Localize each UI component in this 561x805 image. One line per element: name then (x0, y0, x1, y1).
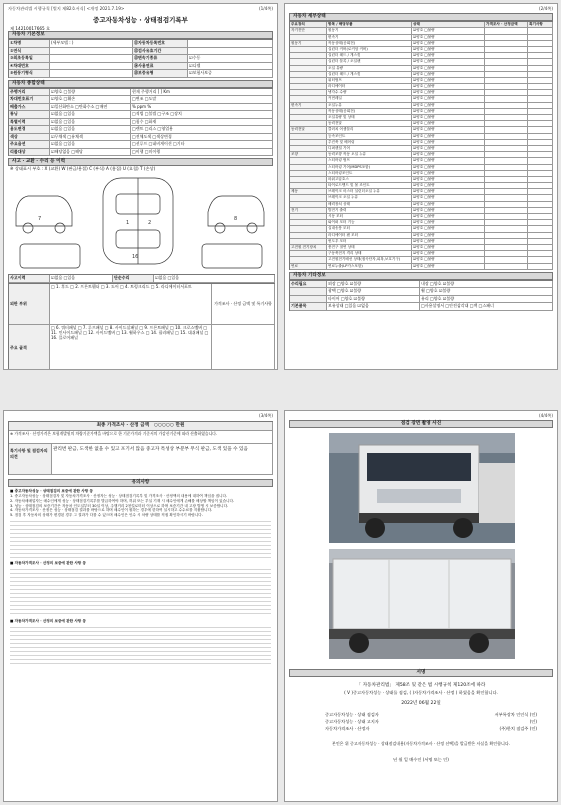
device-group-label (290, 121, 327, 126)
device-item-label: 고전원전기배선 상태(접속단자,피복,보호기구) (327, 257, 412, 262)
device-group-label (290, 171, 327, 176)
table-row: 특별이력 ☑없음 □있음 □침수 □화재 (9, 119, 273, 127)
device-item-label: 실린더 커버(로커암 커버) (327, 47, 412, 52)
device-item-label: 라디에이터 팬 모터 (327, 233, 412, 238)
price-cell (485, 202, 528, 207)
price-cell (485, 171, 528, 176)
price-cell (485, 78, 528, 83)
price-cell (485, 90, 528, 95)
device-group-label (290, 35, 327, 40)
note-cell (528, 226, 553, 231)
device-item-label: 오일누유 (327, 103, 412, 108)
device-group-label: 동력전달 (290, 127, 327, 132)
status-checkbox-pair: ☑양호 □불량 (412, 109, 485, 114)
device-group-label: 고전원 전기장치 (290, 245, 327, 250)
device-group-label (290, 59, 327, 64)
device-item-label: 등속조인트 (327, 134, 412, 139)
status-checkbox-pair: ☑양호 □불량 (412, 47, 485, 52)
status-checkbox-pair: ☑양호 □불량 (412, 78, 485, 83)
status-checkbox-pair: ☑양호 □불량 (412, 233, 485, 238)
notice-title: 유의사항 (8, 479, 273, 487)
device-group-label (290, 72, 327, 77)
note-cell (528, 251, 553, 256)
inspection-record-page-1 (3, 3, 278, 370)
status-legend: ※ 상태표시 부호 : X (교환) W (판금/용접) C (부식) A (흠집) U (요철) T (손상) (10, 166, 156, 172)
table-row: 기본품목 보유상태 □있음 ☑없음 □사용설명서 □안전삼각대 □잭 □스패너 (290, 303, 553, 311)
price-cell (485, 239, 528, 244)
status-checkbox-pair: ☑양호 □불량 (412, 214, 485, 219)
price-cell (485, 220, 528, 225)
note-cell (528, 109, 553, 114)
other-info-section: 자동차 기타정보 (289, 272, 553, 280)
status-checkbox-pair: ☑양호 □불량 (412, 251, 485, 256)
price-cell (485, 115, 528, 120)
note-cell (528, 53, 553, 58)
price-cell (485, 152, 528, 157)
device-group-label (290, 146, 327, 151)
price-cell (485, 121, 528, 126)
table-row: 용도변경 ☑없음 □있음 □렌트 □리스 □영업용 (9, 126, 273, 134)
device-item-label: 파워고압호스 (327, 177, 412, 182)
price-cell (485, 264, 528, 269)
page-number: (4/4쪽) (538, 413, 553, 418)
document-number: 제 14210017665 호 (10, 26, 51, 32)
device-group-label (290, 158, 327, 163)
device-item-label: 연료누출(LP가스포함) (327, 264, 412, 269)
status-checkbox-pair: ☑양호 □불량 (412, 28, 485, 33)
form-reference: 자동차관리법 시행규칙 [별지 제82호서식] <개정 2021.7.19> (8, 6, 125, 11)
device-group-label (290, 53, 327, 58)
price-cell (485, 183, 528, 188)
price-cell (485, 84, 528, 89)
overall-status-section: 자동차 종합상태 (8, 80, 273, 88)
device-group-label: 조향 (290, 152, 327, 157)
status-checkbox-pair: ☑양호 □불량 (412, 220, 485, 225)
table-row: 색상 ☑무채색 □유채색 □전체도색 □색상변경 (9, 134, 273, 142)
signature-date: 2022년 06월 22일 (401, 701, 441, 706)
svg-text:2: 2 (148, 220, 152, 226)
device-group-label: 자기진단 (290, 28, 327, 33)
device-item-label: 실린더 블록 / 오일팬 (327, 59, 412, 64)
signature-title: 서명 (289, 669, 553, 677)
device-group-label (290, 183, 327, 188)
note-cell (528, 239, 553, 244)
device-item-label: 동력조향 작동 오일 누유 (327, 152, 412, 157)
inspection-record-page-2 (284, 3, 558, 370)
device-item-label: 스티어링조인트 (327, 171, 412, 176)
price-cell (485, 208, 528, 213)
final-price-table (8, 421, 273, 475)
device-item-label: 오일 유량 (327, 66, 412, 71)
device-item-label: 배력장치 상태 (327, 202, 412, 207)
device-item-label: 오일유량 및 상태 (327, 115, 412, 120)
note-cell (528, 96, 553, 101)
signers-list (325, 711, 537, 732)
page-number: (1/4쪽) (258, 6, 273, 11)
status-checkbox-pair: ☑양호 □불량 (412, 140, 485, 145)
note-cell (528, 257, 553, 262)
price-cell (485, 35, 528, 40)
device-group-label (290, 109, 327, 114)
device-group-label: 연료 (290, 264, 327, 269)
price-cell (485, 59, 528, 64)
price-cell (485, 41, 528, 46)
price-cell (485, 245, 528, 250)
buyer-signature-line: 년 월 일 매수인 (서명 또는 인) (393, 757, 449, 762)
status-checkbox-pair: ☑양호 □불량 (412, 115, 485, 120)
detail-status-table (289, 21, 553, 270)
basic-info-section: 자동차 기본정보 (8, 31, 273, 39)
status-checkbox-pair: ☑양호 □불량 (412, 245, 485, 250)
note-cell (528, 103, 553, 108)
special-notes-text: 관리번 판금, 도색한 없을 수 있고 포기서 않음 중고자 특성상 부분부 무식 판금, 도색 있을 수 있음 (52, 444, 273, 474)
car-diagram (8, 172, 275, 272)
device-item-label: 실린더 헤드 / 개스킷 (327, 72, 412, 77)
note-cell (528, 121, 553, 126)
device-item-label: 동력전달 (327, 121, 412, 126)
device-item-label: 클러치 어셈블리 (327, 127, 412, 132)
status-checkbox-pair: ☑양호 □불량 (412, 103, 485, 108)
price-cell (485, 72, 528, 77)
table-row: 주요옵션 ☑없음 □있음 □선루프 □네비게이션 □기타 (9, 141, 273, 149)
price-cell (485, 53, 528, 58)
price-cell (485, 103, 528, 108)
note-cell (528, 41, 553, 46)
device-group-label (290, 226, 327, 231)
note-cell (528, 72, 553, 77)
device-group-label (290, 214, 327, 219)
table-row: 배출가스 ☑일산화탄소 □탄화수소 □매연 % ppm % (9, 104, 273, 112)
status-checkbox-pair: ☑양호 □불량 (412, 59, 485, 64)
device-group-label (290, 257, 327, 262)
status-checkbox-pair: ☑양호 □불량 (412, 146, 485, 151)
table-row: ②연식 ⑫검사유효기간 (9, 48, 273, 56)
truck-side-photo (329, 549, 515, 659)
svg-text:8: 8 (234, 216, 238, 222)
accident-section: 사고 · 교환 · 수리 등 이력 (8, 158, 273, 166)
svg-text:16: 16 (132, 254, 139, 260)
table-row: 주요 골격 □ 6. 쿼터패널 □ 7. 루프패널 □ 8. 사이드실패널 □ 9. 프론트패널 □ 10. 크로스멤버 □ 11. 인사이드패널 □ 12. 사이드멤버 □ 13. 휠하우스 □ 14. 필러패널 □ 15. 대쉬패널 □ 16. 플로어패널 (9, 325, 275, 371)
device-item-label: 브레이크 오일 누유 (327, 195, 412, 200)
device-group-label (290, 134, 327, 139)
device-group-label (290, 47, 327, 52)
status-checkbox-pair: ☑양호 □불량 (412, 152, 485, 157)
notice-text-block (10, 518, 271, 558)
note-cell (528, 177, 553, 182)
note-cell (528, 165, 553, 170)
status-checkbox-pair: ☑양호 □불량 (412, 66, 485, 71)
device-group-label: 원동기 (290, 41, 327, 46)
device-item-label: 커먼레일 (327, 96, 412, 101)
overall-status-table (8, 88, 273, 157)
status-checkbox-pair: ☑양호 □불량 (412, 165, 485, 170)
note-cell (528, 189, 553, 194)
status-checkbox-pair: ☑양호 □불량 (412, 127, 485, 132)
device-group-label (290, 140, 327, 145)
status-checkbox-pair: ☑양호 □불량 (412, 35, 485, 40)
device-item-label: 발전기 출력 (327, 208, 412, 213)
table-row: 주행거리 ☑양호 □불량 현재 주행거리 [ ] Km (9, 89, 273, 97)
table-row: 외판 부위 □ 1. 후드 □ 2. 프론트휀더 □ 3. 도어 □ 4. 트렁크리드 □ 5. 라디에이터서포트 가격조사 · 산정 금액 및 특기사항 (9, 284, 275, 325)
price-cell (485, 134, 528, 139)
device-item-label: 냉각수 수량 (327, 90, 412, 95)
status-checkbox-pair: ☑양호 □불량 (412, 257, 485, 262)
inspection-record-page-3 (3, 410, 278, 802)
note-cell (528, 195, 553, 200)
detail-status-section: 자동차 세부상태 (289, 13, 553, 21)
device-item-label: 충전구 절연 상태 (327, 245, 412, 250)
signature-confirm-text: ( V )중고자동차성능 · 상태를 점검, ( )자동차가격조사 · 산정 ) 하였음을 확인합니다. (344, 690, 498, 695)
note-cell (528, 171, 553, 176)
note-cell (528, 140, 553, 145)
signature-law-text: 「 자동차관리법」 제58조 및 같은 법 시행규칙 제120조에 따라 (356, 683, 486, 688)
price-cell (485, 195, 528, 200)
note-cell (528, 84, 553, 89)
final-price-title: 최종 가격조사 · 산정 금액 ○○○○○ 만원 (9, 422, 273, 430)
price-cell (485, 165, 528, 170)
table-row: 튜닝 ☑없음 □있음 □적법 □불법 □구조 □장치 (9, 111, 273, 119)
device-item-label: 타이로드엔드 및 볼 조인트 (327, 183, 412, 188)
status-checkbox-pair: ☑양호 □불량 (412, 208, 485, 213)
status-checkbox-pair: ☑양호 □불량 (412, 264, 485, 269)
device-item-label: 작동상태(공회전) (327, 109, 412, 114)
status-checkbox-pair: ☑양호 □불량 (412, 195, 485, 200)
note-cell (528, 152, 553, 157)
price-cell (485, 127, 528, 132)
device-item-label: 작동상태(공회전) (327, 41, 412, 46)
table-row: 리콜대상 ☑해당없음 □해당 □이행 □미이행 (9, 149, 273, 157)
note-cell (528, 220, 553, 225)
table-row: ④차대번호 ⑭사용연료 ☑디젤 (9, 63, 273, 71)
device-item-label: 브레이크 마스터 실린더오일 누유 (327, 189, 412, 194)
device-group-label (290, 239, 327, 244)
device-item-label: 워터펌프 (327, 78, 412, 83)
status-checkbox-pair: ☑양호 □불량 (412, 202, 485, 207)
device-item-label: 실린더 헤드 / 개스킷 (327, 53, 412, 58)
note-cell (528, 208, 553, 213)
note-cell (528, 146, 553, 151)
device-item-label: 와이퍼 모터 기능 (327, 220, 412, 225)
device-item-label: 라디에이터 (327, 84, 412, 89)
table-row (9, 422, 273, 431)
device-group-label (290, 251, 327, 256)
status-checkbox-pair: ☑양호 □불량 (412, 84, 485, 89)
device-group-label (290, 90, 327, 95)
price-cell (485, 177, 528, 182)
note-cell (528, 202, 553, 207)
device-group-label: 변속기 (290, 103, 327, 108)
status-checkbox-pair: ☑양호 □불량 (412, 41, 485, 46)
price-cell (485, 96, 528, 101)
note-cell (528, 264, 553, 269)
price-cell (485, 257, 528, 262)
status-checkbox-pair: ☑양호 □불량 (412, 189, 485, 194)
page-number: (2/4쪽) (538, 6, 553, 11)
table-row: ①차명 (세부모델 : ) ⑪자동차등록번호 (9, 40, 273, 48)
signer-row: 중고자동차성능 · 상태 점검자 서부특장차 인인식 (인) (325, 712, 537, 717)
device-item-label: 변속기 (327, 35, 412, 40)
device-group-label (290, 165, 327, 170)
note-cell (528, 158, 553, 163)
price-cell (485, 66, 528, 71)
table-row: ⑤원동기형식 ⑮보증유형 ☑보험사보증 (9, 70, 273, 78)
status-checkbox-pair: ☑양호 □불량 (412, 96, 485, 101)
device-group-label (290, 66, 327, 71)
device-item-label: 스티어링 펌프 (327, 158, 412, 163)
note-cell (528, 233, 553, 238)
notice-text-block (10, 566, 271, 616)
device-item-label: 시동 모터 (327, 214, 412, 219)
accident-summary (8, 274, 275, 370)
truck-front-photo (329, 433, 515, 543)
status-checkbox-pair: ☑양호 □불량 (412, 226, 485, 231)
note-cell (528, 59, 553, 64)
price-cell (485, 158, 528, 163)
note-cell (528, 28, 553, 33)
price-cell (485, 251, 528, 256)
status-checkbox-pair: ☑양호 □불량 (412, 121, 485, 126)
document-title: 중고자동차성능 · 상태점검기록부 (93, 16, 188, 25)
device-item-label: 원동기 (327, 28, 412, 33)
status-checkbox-pair: ☑양호 □불량 (412, 53, 485, 58)
device-group-label (290, 84, 327, 89)
device-item-label: 실내송풍 모터 (327, 226, 412, 231)
note-cell (528, 245, 553, 250)
basic-info-table (8, 39, 273, 78)
price-cell (485, 214, 528, 219)
other-info-table (289, 280, 553, 311)
device-group-label (290, 115, 327, 120)
notice-text-block (10, 624, 271, 664)
note-cell (528, 115, 553, 120)
device-group-label: 제동 (290, 189, 327, 194)
table-row: ※ 가격조사 · 산정가격은 보험개발원의 차량기준가액을 바탕으로 한 기준가격과 기준서의 가감산기준에 따라 산출하였습니다. (9, 431, 273, 444)
price-cell (485, 140, 528, 145)
device-group-label (290, 78, 327, 83)
car-side-left-icon (16, 196, 72, 226)
device-group-label (290, 177, 327, 182)
device-group-label (290, 233, 327, 238)
device-group-label (290, 220, 327, 225)
note-cell (528, 47, 553, 52)
status-checkbox-pair: ☑양호 □불량 (412, 183, 485, 188)
buyer-confirm-text: 본인은 위 중고자동차성능 · 상태점검내용(자동차가격조사 · 산정 선택)을 발급받은 사실을 확인합니다. (331, 741, 511, 746)
table-row: 특기사항 및 점검자의 의견 관리번 판금, 도색한 없을 수 있고 포기서 않음 중고자 특성상 부분부 무식 판금, 도색 있을 수 있음 (9, 444, 273, 475)
table-row: 차대번호표기 ☑양호 □훼손 □변조 □도말 (9, 96, 273, 104)
inspection-record-page-4 (284, 410, 558, 802)
note-cell (528, 134, 553, 139)
note-cell (528, 35, 553, 40)
note-cell (528, 66, 553, 71)
signer-row: 중고자동차성능 · 상태 고지자 (인) (325, 719, 537, 724)
note-cell (528, 90, 553, 95)
device-group-label (290, 195, 327, 200)
signer-row: 자동차가격조사 · 산정자 (주)한치 점검주 (인) (325, 726, 537, 731)
table-row: 수리필요 외장 □양호 ☑불량 내장 □양호 ☑불량 (290, 281, 553, 289)
device-item-label: 스티어링 기어(MDPS포함) (327, 165, 412, 170)
device-item-label: 추진축 및 베어링 (327, 140, 412, 145)
svg-text:1: 1 (126, 220, 130, 226)
device-group-label (290, 96, 327, 101)
status-checkbox-pair: ☑양호 □불량 (412, 90, 485, 95)
note-cell (528, 183, 553, 188)
device-item-label: 윈도우 모터 (327, 239, 412, 244)
table-row: ③최초등록일 ⑬변속기종류 ☑수동 (9, 55, 273, 63)
note-cell (528, 214, 553, 219)
page-number: (3/4쪽) (258, 413, 273, 418)
svg-text:7: 7 (38, 216, 42, 222)
status-checkbox-pair: ☑양호 □불량 (412, 134, 485, 139)
table-header-row: 주요장치 항목 / 해당부품 상태 가격조사 · 산정금액 특기사항 (290, 22, 553, 28)
table-row: 사고이력 ☑없음 □있음 단순수리 ☑없음 □있음 (9, 275, 275, 283)
price-cell (485, 109, 528, 114)
status-checkbox-pair: ☑양호 □불량 (412, 158, 485, 163)
price-cell (485, 28, 528, 33)
price-cell (485, 226, 528, 231)
price-cell (485, 146, 528, 151)
status-checkbox-pair: ☑양호 □불량 (412, 177, 485, 182)
note-cell (528, 127, 553, 132)
device-item-label: 구동축전지 격리 상태 (327, 251, 412, 256)
price-cell (485, 189, 528, 194)
notice-body: ■ 중고자동차성능 · 상태점검의 보증에 관한 사항 등 1. 중고자동차성능 · 상태점검자 및 자동차가격조사 · 산정자는 성능 · 상태점검기록부 및 가격조사 · 산정액의 내용에 대하여 책임을 집니다. 2. 자동차매매업자는 매수인에게 성능 · 상태점검기록부를 발급하여야 하며, 허위 또는 부실 기재 시 매수인에게 손해를 배상할 책임이 있습니다. 3. 성능 · 상태점검의 보증기간은 자동차 인도일부터 30일 이상, 주행거리 2천킬로미터 이상으로 하며 보증기간 내 고장 발생 시 보증합니다. 4. 자동차가격조사 · 산정은 성능 · 상태점검 결과를 바탕으로 하며 매수인이 원하는 경우에 한하여 실시하고 수수료를 지불합니다. 5. 점검 후 자동차의 상태가 변경된 경우 그 결과가 다를 수 있으며 매수인은 인수 시 차량 상태를 직접 확인하시기 바랍니다. ■ 자동차가격조사 · 산정의 보증에 관한 사항 등 ■ 자동차가격조사 · 산정의 보증에 관한 사항 등 (10, 489, 271, 663)
device-item-label: 디퍼렌셜 기어 (327, 146, 412, 151)
table-row: 광택 □양호 ☑불량 휠 □양호 ☑불량 (290, 288, 553, 296)
status-checkbox-pair: ☑양호 □불량 (412, 239, 485, 244)
device-group-label (290, 202, 327, 207)
device-group-label: 전기 (290, 208, 327, 213)
photo-section-title: 점검 장면 촬영 사진 (289, 420, 553, 428)
note-cell (528, 78, 553, 83)
table-row: 타이어 □양호 ☑불량 유리 □양호 ☑불량 (290, 296, 553, 304)
status-checkbox-pair: ☑양호 □불량 (412, 171, 485, 176)
price-cell (485, 47, 528, 52)
table-row (290, 264, 553, 270)
status-checkbox-pair: ☑양호 □불량 (412, 72, 485, 77)
price-cell (485, 233, 528, 238)
